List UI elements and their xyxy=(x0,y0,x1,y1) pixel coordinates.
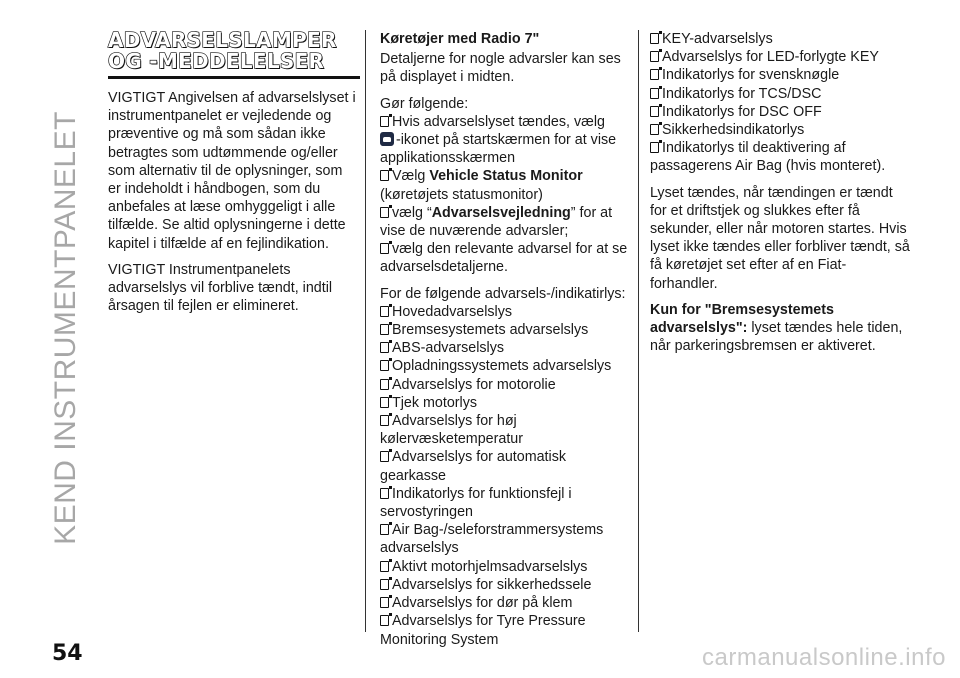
bullet-icon xyxy=(380,597,389,608)
bullet-icon xyxy=(650,33,659,44)
step-4: vælg den relevante advarsel for at se advarselsdetaljerne. xyxy=(380,241,628,276)
bullet-icon xyxy=(380,116,389,127)
list-item: Indikatorlys for svensknøgle xyxy=(650,66,910,84)
warning-list xyxy=(380,303,632,649)
list-item: Advarselslys for sikkerhedssele xyxy=(380,576,632,594)
bullet-icon xyxy=(380,243,389,254)
steps-list xyxy=(380,113,632,277)
intro-text: Detaljerne for nogle advarsler kan ses på displayet i midten. xyxy=(380,51,621,86)
list-item: Advarselslys for høj kølervæsketemperatur xyxy=(380,413,524,448)
brake-note: Kun for "Bremsesystemets advarselslys": lyset tændes hele tiden, når parkeringsbremsen er aktiveret. xyxy=(650,301,903,355)
bullet-icon xyxy=(380,342,389,353)
list-item: Advarselslys for dør på klem xyxy=(380,594,632,612)
bullet-icon xyxy=(380,360,389,371)
bullet-icon xyxy=(650,88,659,99)
section-heading: ADVARSELSLAMPER OG -MEDDELELSER xyxy=(108,28,337,73)
list-item: Advarselslys for motorolie xyxy=(380,376,632,394)
list-item: Opladningssystemets advarselslys xyxy=(380,357,632,375)
list-item: Indikatorlys for DSC OFF xyxy=(650,103,910,121)
page-number: 54 xyxy=(52,641,83,666)
watermark: carmanualsonline.info xyxy=(702,644,946,671)
step-1b: -ikonet på startskærmen for at vise applikationsskærmen xyxy=(380,132,617,167)
bullet-icon xyxy=(650,106,659,117)
step-1: Hvis advarselslyset tændes, vælg xyxy=(380,113,632,131)
list-item: Indikatorlys for TCS/DSC xyxy=(650,85,910,103)
bullet-icon xyxy=(380,524,389,535)
list-item: Hovedadvarselslys xyxy=(380,303,632,321)
bullet-icon xyxy=(650,124,659,135)
list-intro: For de følgende advarsels-/indikatirlys: xyxy=(380,285,626,302)
list-item: Tjek motorlys xyxy=(380,394,632,412)
heading-underline xyxy=(108,76,360,79)
step-2: Vælg Vehicle Status Monitor (køretøjets statusmonitor) xyxy=(380,168,583,203)
list-item: Advarselslys for automatisk gearkasse xyxy=(380,449,567,484)
bullet-icon xyxy=(380,379,389,390)
step-3: vælg “Advarselsvejledning” for at vise de nuværende advarsler; xyxy=(380,204,613,240)
indicator-list xyxy=(650,30,910,176)
list-item: Bremsesystemets advarselslys xyxy=(380,321,632,339)
light-behaviour-text: Lyset tændes, når tændingen er tændt for et driftstjek og slukkes efter få sekunder, eller når motoren startes. Hvis lyset ikke tændes eller forbliver tændt, så få køretøjet set efter af en Fiat-forhandler. xyxy=(650,184,910,292)
list-item: Aktivt motorhjelmsadvarselslys xyxy=(380,558,632,576)
list-item: Indikatorlys for funktionsfejl i servostyringen xyxy=(380,485,572,521)
bullet-icon xyxy=(380,615,389,626)
bullet-icon xyxy=(380,324,389,335)
column-3 xyxy=(650,30,910,363)
column-divider-2 xyxy=(638,30,639,632)
column-1 xyxy=(108,30,358,323)
bullet-icon xyxy=(380,170,389,181)
bullet-icon xyxy=(380,579,389,590)
list-item: Sikkerhedsindikatorlys xyxy=(650,121,910,139)
column-2 xyxy=(380,30,632,649)
bullet-icon xyxy=(650,69,659,80)
list-item: Advarselslys for Tyre Pressure Monitoring System xyxy=(380,613,586,648)
important-note-2: VIGTIGT Instrumentpanelets advarselslys vil forblive tændt, indtil årsagen til fejlen er elimineret. xyxy=(108,261,333,315)
bullet-icon xyxy=(650,51,659,62)
bullet-icon xyxy=(380,561,389,572)
bullet-icon xyxy=(380,488,389,499)
bullet-icon xyxy=(380,397,389,408)
bullet-icon xyxy=(650,142,659,153)
do-following: Gør følgende: xyxy=(380,95,469,112)
bullet-icon xyxy=(380,306,389,317)
list-item: Air Bag-/seleforstrammersystems advarselslys xyxy=(380,522,604,557)
side-chapter-title: KEND INSTRUMENTPANELET xyxy=(49,111,82,545)
list-item: KEY-advarselslys xyxy=(650,30,910,48)
important-note-1: VIGTIGT Angivelsen af advarselslyset i instrumentpanelet er vejledende og præventive og må som sådan ikke betragtes som udtømmende og/eller som alternativ til de oplysninger, som er indeholdt i håndbogen, som du anbefales at læse omhyggeligt i alle tilfælde. Se altid oplysningerne i dette kapitel i tilfælde af en fejlindikation. xyxy=(108,90,356,252)
bullet-icon xyxy=(380,451,389,462)
vehicle-app-icon xyxy=(380,132,394,146)
list-item: Indikatorlys til deaktivering af passagerens Air Bag (hvis monteret). xyxy=(650,140,886,175)
bullet-icon xyxy=(380,207,389,218)
bullet-icon xyxy=(380,415,389,426)
list-item: Advarselslys for LED-forlygte KEY xyxy=(650,48,910,66)
list-item: ABS-advarselslys xyxy=(380,339,632,357)
subheading-radio: Køretøjer med Radio 7" xyxy=(380,31,540,47)
column-divider-1 xyxy=(365,30,366,632)
